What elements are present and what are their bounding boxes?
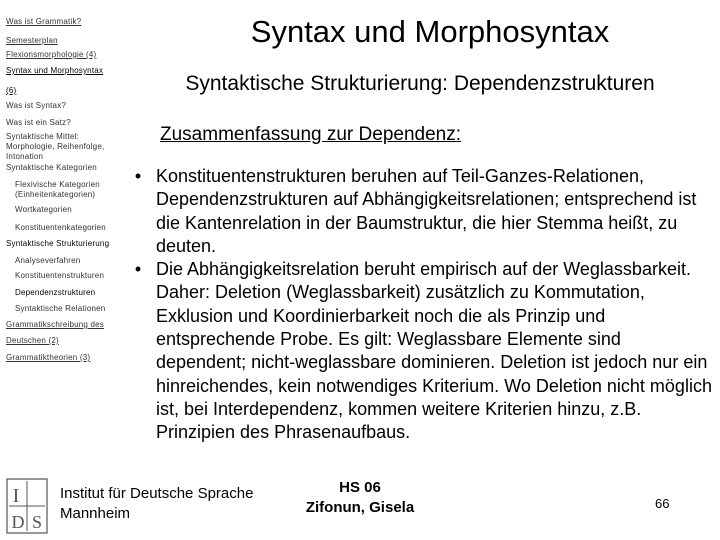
institute-line-2: Mannheim (60, 505, 131, 522)
sidebar-item-syntaktische-kategorien[interactable]: Syntaktische Kategorien (6, 163, 97, 172)
bullet-icon: • (134, 259, 142, 280)
svg-text:I: I (12, 485, 20, 507)
sidebar-item-konstituentenkategorien[interactable]: Konstituentenkategorien (15, 223, 106, 232)
slide-subtitle: Syntaktische Strukturierung: Dependenzstrukturen (185, 72, 655, 95)
sidebar-item-grammatiktheorien[interactable]: Grammatiktheorien (3) (6, 353, 91, 362)
sidebar-item-semesterplan[interactable]: Semesterplan (6, 36, 58, 45)
sidebar-item-flexionsmorphologie[interactable]: Flexionsmorphologie (4) (6, 50, 97, 59)
ids-logo-icon (6, 478, 48, 534)
section-heading: Zusammenfassung zur Dependenz: (160, 124, 461, 145)
bullet-text: Konstituentenstrukturen beruhen auf Teil-Ganzes-Relationen, Dependenzstrukturen auf Abhängigkeitsrelationen; entsprechend ist die Kantenrelation in der Baumstruktur, die hier Stemma heißt, zu deuten. (156, 166, 697, 256)
sidebar-item-was-ist-grammatik[interactable]: Was ist Grammatik? (6, 17, 82, 26)
sidebar-item-was-ist-ein-satz[interactable]: Was ist ein Satz? (6, 118, 71, 127)
course-author: Zifonun, Gisela (305, 499, 415, 516)
svg-text:S: S (31, 512, 43, 532)
institute-name (60, 484, 253, 524)
institute-line-1: Institut für Deutsche Sprache (60, 485, 254, 502)
sidebar-item-syntaktische-mittel[interactable]: Syntaktische Mittel: Morphologie, Reihenfolge, Intonation (6, 132, 105, 161)
sidebar-item-syntax-count[interactable]: (6) (6, 86, 17, 95)
page-number: 66 (655, 496, 670, 511)
sidebar-item-dependenzstrukturen[interactable]: Dependenzstrukturen (15, 288, 96, 297)
sidebar-item-flexivische-kategorien[interactable]: Flexivische Kategorien (Einheitenkategorien) (15, 180, 100, 199)
sidebar-item-syntaktische-relationen[interactable]: Syntaktische Relationen (15, 304, 106, 313)
sidebar-item-grammatikschreibung[interactable]: Grammatikschreibung des (6, 320, 104, 329)
bullet-text: Die Abhängigkeitsrelation beruht empirisch auf der Weglassbarkeit. Daher: Deletion (Weglassbarkeit) zusätzlich zu Kommutation, Exklusion und Koordinierbarkeit noch die als Prinzip und entsprechende Probe. Es gilt: Weglassbare Elemente sind dependent; nicht-weglassbare dominieren. Deletion ist jedoch nur ein hinreichendes, kein notwendiges Kriterium. Wo Deletion nicht möglich ist, bei Interdependenz, kommen weitere Kriterien hinzu, z.B. Prinzipien des Phrasenaufbaus. (156, 259, 712, 443)
sidebar-item-syntaktische-strukturierung[interactable]: Syntaktische Strukturierung (6, 239, 110, 248)
course-code: HS 06 (339, 479, 381, 496)
sidebar-navigation (0, 0, 124, 370)
bullet-item (128, 165, 713, 258)
sidebar-item-analyseverfahren[interactable]: Analyseverfahren (15, 256, 81, 265)
bullet-item (128, 258, 713, 444)
slide-title: Syntax und Morphosyntax (250, 14, 610, 49)
svg-text:D: D (11, 512, 25, 532)
sidebar-item-deutschen[interactable]: Deutschen (2) (6, 336, 59, 345)
bullet-list (128, 165, 713, 445)
course-info (300, 478, 420, 518)
sidebar-item-syntax-und-morphosyntax[interactable]: Syntax und Morphosyntax (6, 66, 104, 75)
sidebar-item-was-ist-syntax[interactable]: Was ist Syntax? (6, 101, 67, 110)
sidebar-item-wortkategorien[interactable]: Wortkategorien (15, 205, 72, 214)
sidebar-item-konstituentenstrukturen[interactable]: Konstituentenstrukturen (15, 271, 105, 280)
bullet-icon: • (134, 166, 142, 186)
